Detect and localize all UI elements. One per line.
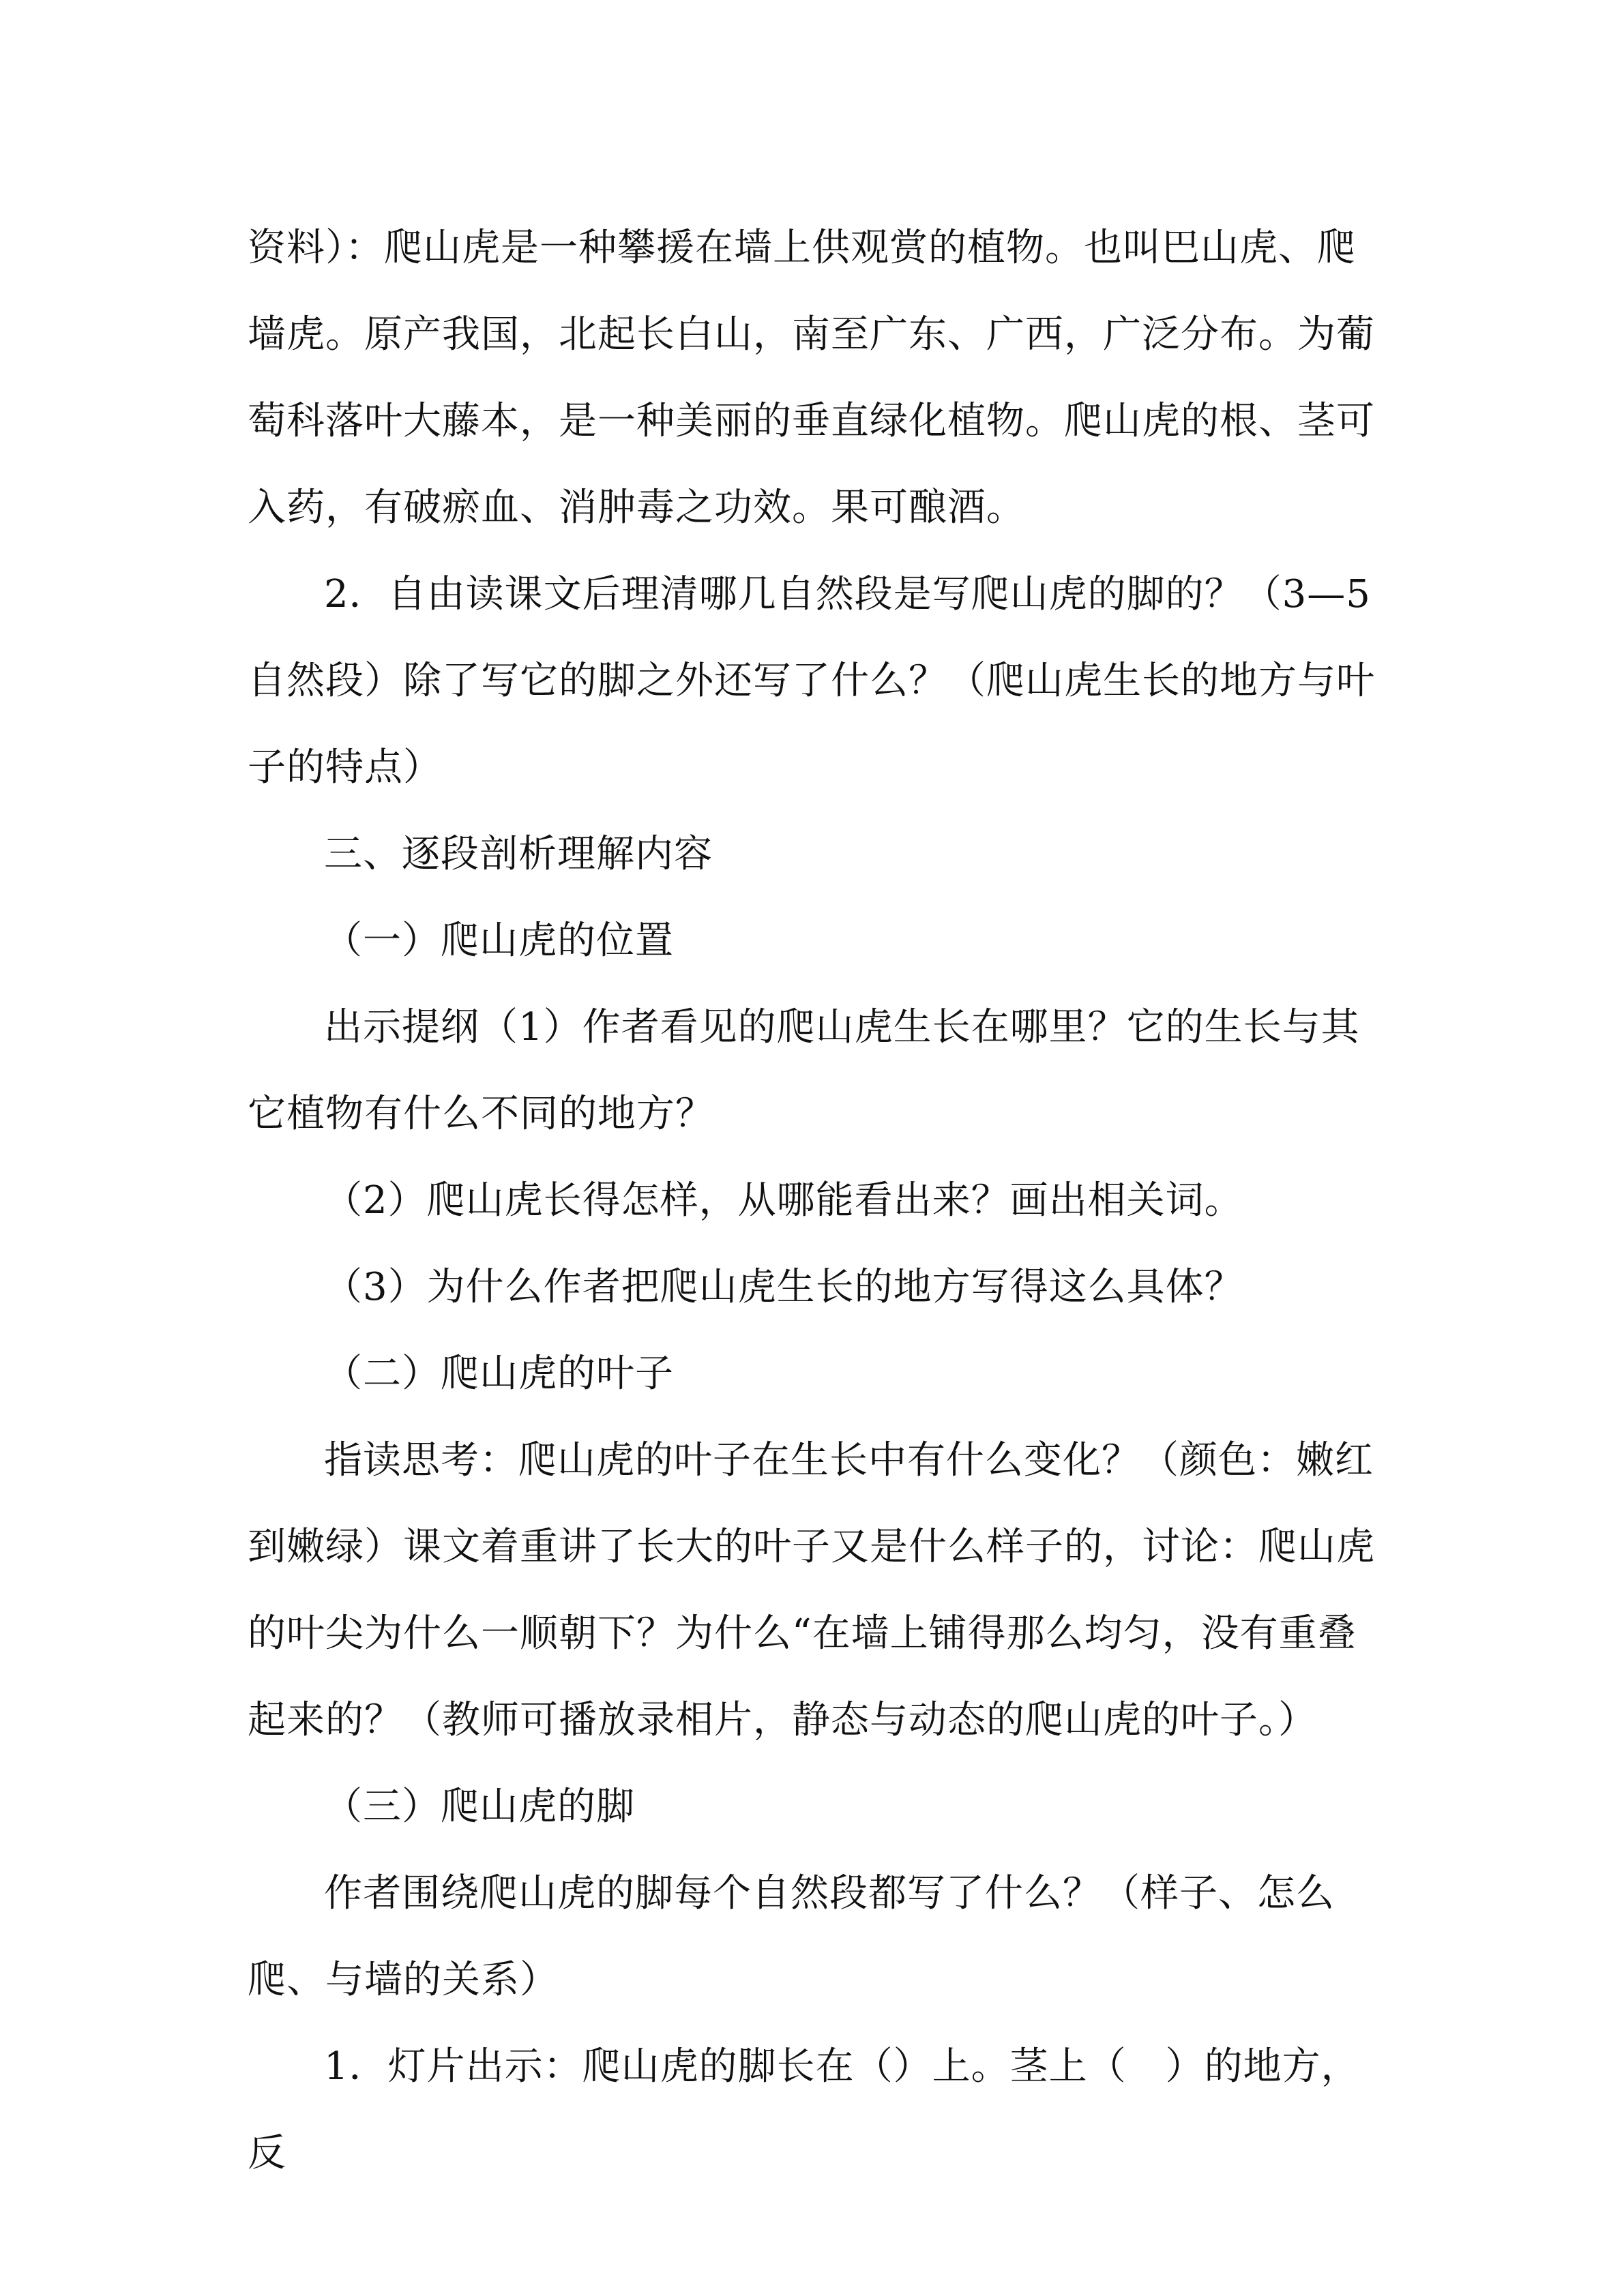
document-body (248, 205, 1393, 2196)
paragraph-slide-1: 1．灯片出示：爬山虎的脚长在（）上。茎上（ ）的地方，反 (248, 2044, 1360, 2175)
paragraph-outline-1: 出示提纲（1）作者看见的爬山虎生长在哪里？它的生长与其它植物有什么不同的地方？ (248, 1005, 1360, 1136)
paragraph-outline-2: （2）爬山虎长得怎样，从哪能看出来？画出相关词。 (324, 1178, 1243, 1223)
paragraph-feet-question: 作者围绕爬山虎的脚每个自然段都写了什么？（样子、怎么爬、与墙的关系） (248, 1871, 1335, 2002)
subheading-leaves: （二）爬山虎的叶子 (324, 1352, 674, 1396)
subheading-feet: （三）爬山虎的脚 (324, 1785, 635, 1829)
subheading-position: （一）爬山虎的位置 (324, 919, 674, 963)
paragraph-plant-info: 资料）：爬山虎是一种攀援在墙上供观赏的植物。也叫巴山虎、爬墙虎。原产我国，北起长白山，南至广东、广西，广泛分布。为葡萄科落叶大藤本，是一种美丽的垂直绿化植物。爬山虎的根、茎可入药，有破瘀血、消肿毒之功效。果可酿酒。 (248, 226, 1375, 530)
section-heading-3: 三、逐段剖析理解内容 (324, 832, 713, 876)
paragraph-question-2: 2．自由读课文后理清哪几自然段是写爬山虎的脚的？（3—5自然段）除了写它的脚之外还写了什么？（爬山虎生长的地方与叶子的特点） (248, 572, 1375, 790)
paragraph-leaves-discussion: 指读思考：爬山虎的叶子在生长中有什么变化？（颜色：嫩红到嫩绿）课文着重讲了长大的叶子又是什么样子的，讨论：爬山虎的叶尖为什么一顺朝下？为什么“在墙上铺得那么均匀，没有重叠起来的？（教师可播放录相片，静态与动态的爬山虎的叶子。） (248, 1438, 1375, 1742)
paragraph-outline-3: （3）为什么作者把爬山虎生长的地方写得这么具体？ (324, 1265, 1243, 1309)
